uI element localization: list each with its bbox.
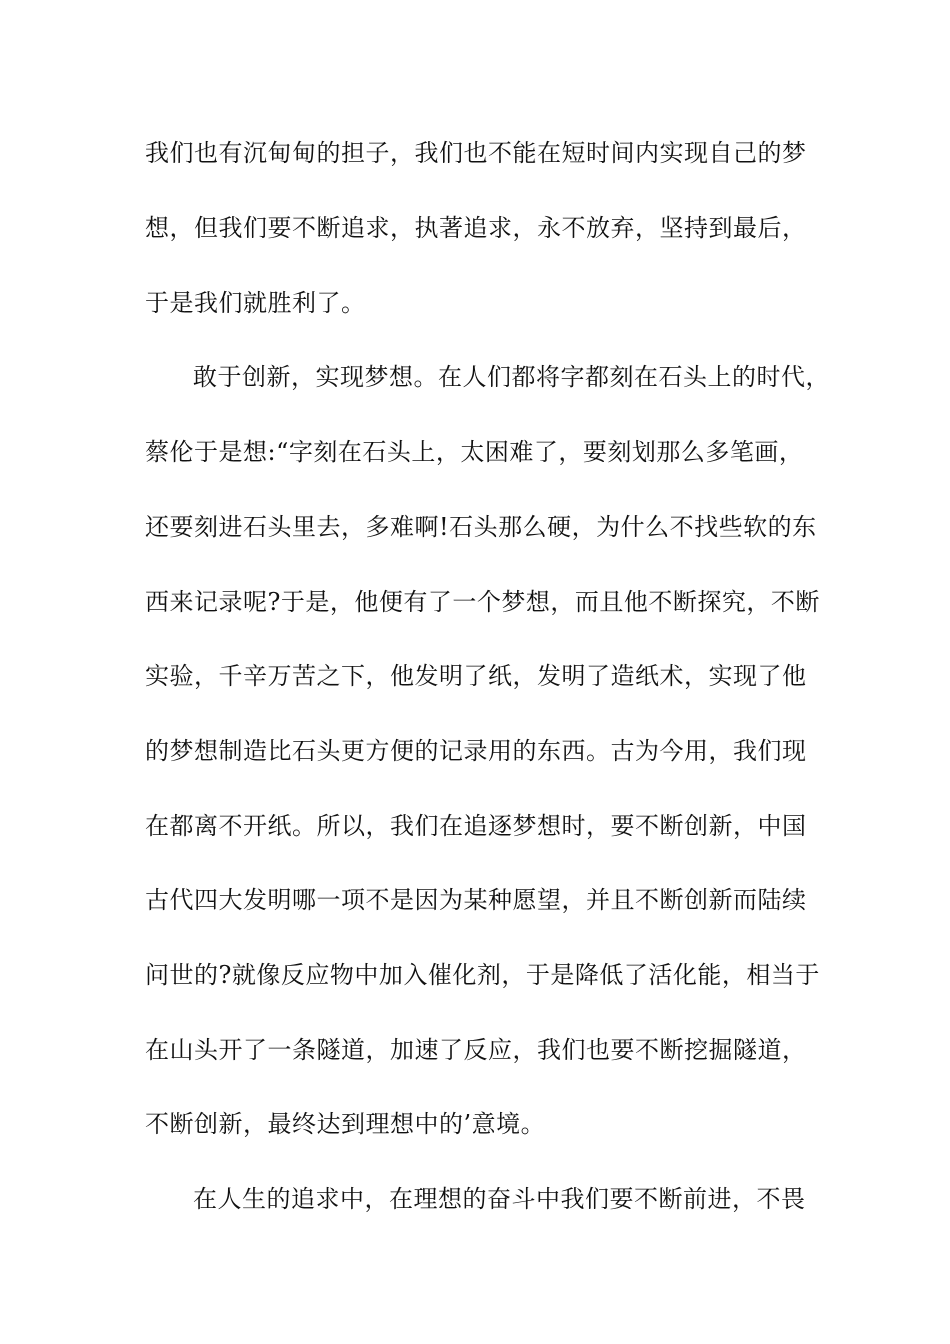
- paragraph-line: 不断创新，最终达到理想中的’意境。: [145, 1110, 546, 1138]
- paragraph-line: 在山头开了一条隧道，加速了反应，我们也要不断挖掘隧道，: [145, 1036, 807, 1064]
- paragraph-first-line: 在人生的追求中，在理想的奋斗中我们要不断前进，不畏: [193, 1185, 806, 1213]
- paragraph-line: 古代四大发明哪一项不是因为某种愿望，并且不断创新而陆续: [145, 886, 807, 914]
- paragraph-line: 的梦想制造比石头更方便的记录用的东西。古为今用，我们现: [145, 737, 807, 765]
- paragraph-line: 问世的?就像反应物中加入催化剂，于是降低了活化能，相当于: [145, 961, 820, 989]
- paragraph-line: 在都离不开纸。所以，我们在追逐梦想时，要不断创新，中国: [145, 812, 807, 840]
- paragraph-line: 想，但我们要不断追求，执著追求，永不放弃，坚持到最后，: [145, 214, 807, 242]
- paragraph-line: 西来记录呢?于是，他便有了一个梦想，而且他不断探究，不断: [145, 588, 820, 616]
- paragraph-line: 蔡伦于是想:“字刻在石头上，太困难了，要刻划那么多笔画，: [145, 438, 804, 466]
- paragraph-line: 我们也有沉甸甸的担子，我们也不能在短时间内实现自己的梦: [145, 139, 807, 167]
- paragraph-line: 于是我们就胜利了。: [145, 289, 366, 317]
- paragraph-line: 实验，千辛万苦之下，他发明了纸，发明了造纸术，实现了他: [145, 662, 807, 690]
- paragraph-first-line: 敢于创新，实现梦想。在人们都将字都刻在石头上的时代，: [193, 363, 830, 391]
- paragraph-line: 还要刻进石头里去，多难啊!石头那么硬，为什么不找些软的东: [145, 513, 817, 541]
